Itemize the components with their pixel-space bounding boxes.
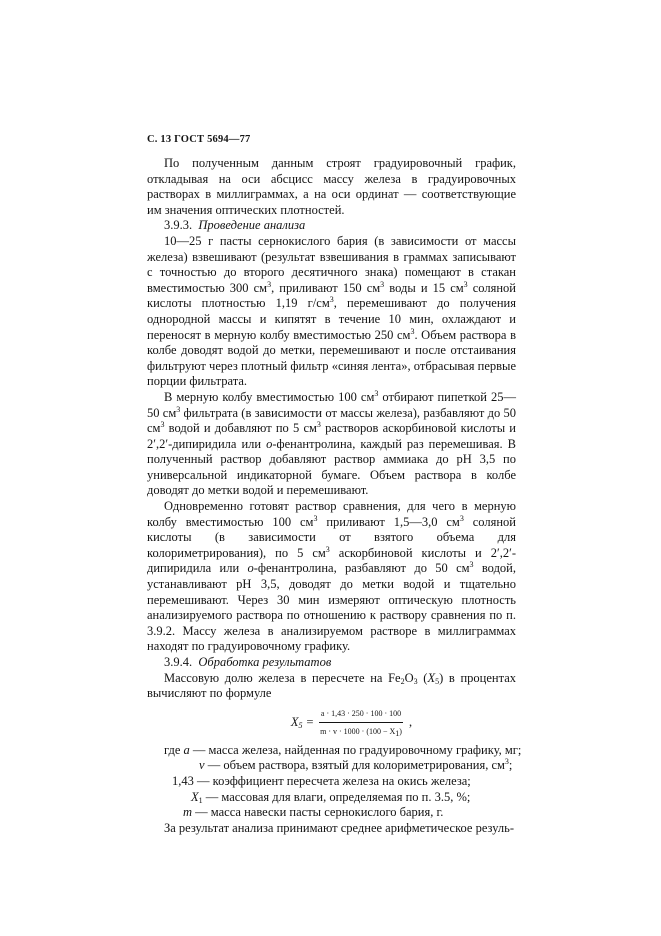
section-3-9-4 bbox=[147, 655, 516, 671]
section-number: 3.9.3. bbox=[164, 218, 193, 233]
formula-definitions bbox=[147, 742, 522, 821]
formula-denominator: $m \cdot v \cdot 1000 \cdot (100 - X_1)$ bbox=[320, 727, 402, 739]
section-title: Обработка результатов bbox=[198, 655, 332, 669]
paragraph-calibration-graph: По полученным данным строят градуировочный график, откладывая на оси абсцисс массу железа в градуировочных растворах в миллиграммах, а на оси ординат — соответствующие им значения оптических плотностей. bbox=[147, 156, 516, 217]
definition-m: m — масса навески пасты сернокислого бария, г. bbox=[183, 805, 444, 820]
definition-v: v — объем раствора, взятый для колориметрирования, $см^3$; bbox=[199, 757, 513, 773]
section-number: 3.9.4. bbox=[164, 655, 193, 669]
paragraph-reference-solution: Одновременно готовят раствор сравнения, для чего в мерную колбу вместимостью 100 $см^3$ приливают 1,5—3,0 $см^3$ соляной кислоты (в зависимости от взятого объема для колориметрирования), по 5 $см^3$ аскорбиновой кислоты и 2′,2′-дипиридила или о-фенантролина, разбавляют до 50 $см^3$ водой, устанавливают рН 3,5, доводят до метки водой и тщательно перемешивают. Через 30 мин измеряют оптическую плотность анализируемого раствора по отношению к раствору сравнения по п. 3.9.2. Массу железа в анализируемом растворе в миллиграммах находят по градуировочному графику. bbox=[147, 499, 516, 654]
paragraph-mass-fraction: Массовую долю железа в пересчете на $Fe_2O_3$ $(X_5)$ в процентах вычисляют по формуле bbox=[147, 670, 516, 701]
paragraph-aliquot: В мерную колбу вместимостью 100 $см^3$ отбирают пипеткой 25—50 $см^3$ фильтрата (в зависимости от массы железа), разбавляют до 50 $см^3$ водой и добавляют по 5 $см^3$ растворов аскорбиновой кислоты и 2′,2′-дипиридила или о-фенантролина, каждый раз перемешивая. В полученный раствор добавляют раствор аммиака до рН 3,5 по универсальной индикаторной бумаге. Объем раствора в колбе доводят до метки водой и перемешивают. bbox=[147, 388, 516, 498]
paragraph-result: За результат анализа принимают среднее арифметическое резуль- bbox=[164, 820, 515, 835]
formula-fraction bbox=[318, 706, 404, 740]
definition-a: где a — масса железа, найденная по градуировочному графику, мг; bbox=[164, 742, 522, 757]
iron-formula: $X_5$ = $\frac{a \cdot 1,43 \cdot 250 \cdot 100 \cdot 100}{m \cdot v \cdot 1000 \cdot (100 - X_1)}$ , bbox=[187, 705, 516, 741]
section-title: Проведение анализа bbox=[198, 218, 306, 233]
page-header: С. 13 ГОСТ 5694—77 bbox=[147, 134, 251, 145]
section-3-9-3 bbox=[147, 218, 516, 234]
document-body bbox=[147, 156, 522, 836]
paragraph-sample-preparation: 10—25 г пасты сернокислого бария (в зависимости от массы железа) взвешивают (результат взвешивания в граммах записывают с точностью до второго десятичного знака) помещают в стакан вместимостью 300 $см^3$, приливают 150 $см^3$ воды и 15 $см^3$ соляной кислоты плотностью 1,19 $г/см^3$, перемешивают до получения однородной массы и кипятят в течение 10 мин, охлаждают и переносят в мерную колбу вместимостью 250 $см^3$. Объем раствора в колбе доводят водой до метки, перемешивают и после отстаивания фильтруют через плотный фильтр «синяя лента», отбрасывая первые порции фильтрата. bbox=[147, 233, 516, 389]
formula-numerator: a · 1,43 · 250 · 100 · 100 bbox=[319, 706, 403, 724]
definition-coefficient: 1,43 — коэффициент пересчета железа на окись железа; bbox=[172, 773, 471, 788]
formula-lhs: $X_5$ = bbox=[290, 714, 315, 730]
definition-x1: $X_1$ — массовая для влаги, определяемая по п. 3.5, %; bbox=[191, 789, 471, 805]
